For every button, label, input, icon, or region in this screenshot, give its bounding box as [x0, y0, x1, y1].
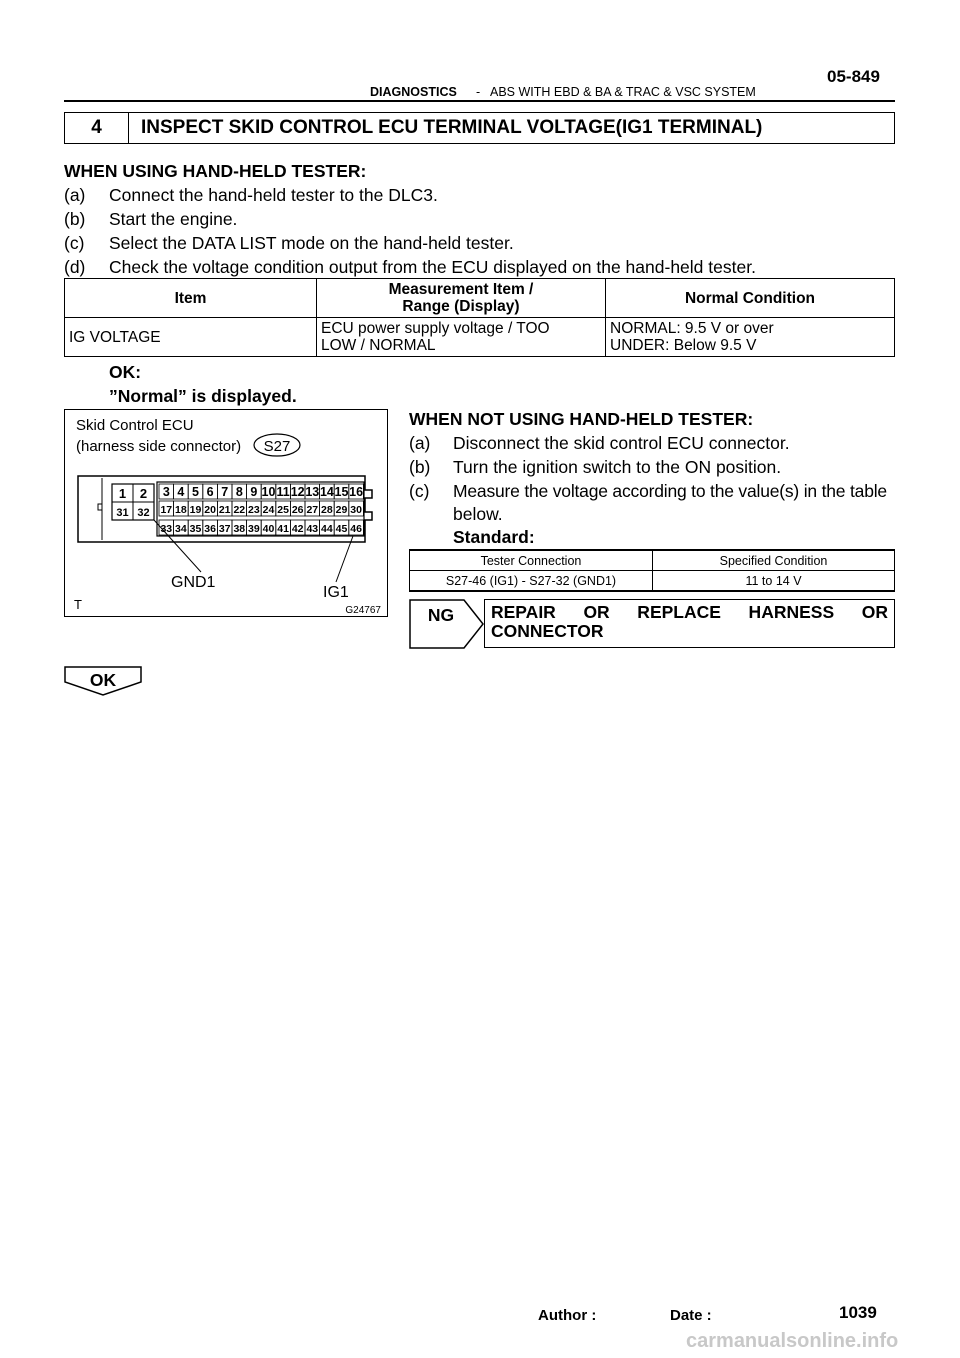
watermark: carmanualsonline.info: [686, 1330, 899, 1352]
col-normal-condition: Normal Condition: [606, 279, 895, 318]
pin-33: 33: [160, 523, 173, 535]
ig1-leader: [336, 536, 353, 582]
pin-41: 41: [277, 523, 289, 535]
cell-measurement-l1: ECU power supply voltage / TOO: [321, 320, 550, 337]
cell-measurement: [317, 318, 606, 357]
pin-34: 34: [175, 523, 187, 535]
pin-2: 2: [139, 486, 148, 501]
tester-heading: WHEN USING HAND-HELD TESTER:: [64, 161, 367, 181]
col-item: Item: [65, 279, 317, 318]
cell-measurement-l2: LOW / NORMAL: [321, 337, 436, 354]
pin-22: 22: [233, 504, 246, 516]
data-list-table: [64, 278, 895, 357]
ng-action-box: [484, 599, 895, 648]
pin-46: 46: [350, 523, 362, 535]
connector-diagram: [65, 410, 389, 618]
gnd1-label: GND1: [171, 574, 216, 591]
nt-step-a-text: Disconnect the skid control ECU connector.: [453, 433, 790, 453]
footer-page-number: 1039: [839, 1303, 877, 1322]
spec-cell-condition: 11 to 14 V: [653, 571, 895, 592]
cell-item: IG VOLTAGE: [65, 318, 317, 357]
connector-id: S27: [263, 438, 291, 455]
pin-26: 26: [291, 504, 304, 516]
pin-14: 14: [319, 485, 334, 499]
nt-step-b-label: (b): [409, 457, 431, 477]
cell-condition-l1: NORMAL: 9.5 V or over: [610, 320, 774, 337]
ok-text: ”Normal” is displayed.: [109, 386, 297, 406]
cell-condition: [606, 318, 895, 357]
spec-col-condition: Specified Condition: [653, 550, 895, 571]
pin-10: 10: [261, 485, 276, 499]
spec-cell-connection: S27-46 (IG1) - S27-32 (GND1): [410, 571, 653, 592]
no-tester-heading: WHEN NOT USING HAND-HELD TESTER:: [409, 409, 754, 429]
pin-11: 11: [276, 485, 290, 499]
figure-title-2: (harness side connector): [76, 438, 242, 455]
pin-23: 23: [248, 504, 260, 516]
pin-36: 36: [204, 523, 216, 535]
col-measurement: [317, 279, 606, 318]
pin-25: 25: [277, 504, 289, 516]
step-a-text: Connect the hand-held tester to the DLC3.: [109, 185, 438, 205]
figure-code: G24767: [345, 605, 381, 616]
ok-arrow: [64, 666, 142, 696]
figure-title-1: Skid Control ECU: [76, 417, 194, 434]
spec-col-connection: Tester Connection: [410, 550, 653, 571]
page-code: 05-849: [827, 67, 880, 86]
step-d-text: Check the voltage condition output from the ECU displayed on the hand-held tester.: [109, 257, 756, 277]
col-measurement-l1: Measurement Item /: [388, 281, 534, 298]
pin-9: 9: [250, 485, 258, 499]
pin-42: 42: [291, 523, 304, 535]
pin-3: 3: [162, 485, 170, 499]
pin-45: 45: [335, 523, 348, 535]
pin-38: 38: [233, 523, 246, 535]
pin-7: 7: [221, 485, 229, 499]
step-a-label: (a): [64, 185, 86, 205]
nt-step-a-label: (a): [409, 433, 431, 453]
pin-20: 20: [204, 504, 216, 516]
pin-4: 4: [177, 485, 185, 499]
corner-mark: T: [74, 597, 82, 612]
footer-author-label: Author :: [538, 1307, 597, 1324]
pin-37: 37: [218, 523, 231, 535]
pin-16: 16: [349, 485, 364, 499]
pin-24: 24: [262, 504, 275, 516]
col-measurement-l2: Range (Display): [402, 298, 520, 315]
ok-tag: OK: [89, 670, 117, 690]
pin-44: 44: [321, 523, 333, 535]
step-d-label: (d): [64, 257, 86, 277]
pin-40: 40: [262, 523, 275, 535]
step-number: 4: [65, 113, 129, 143]
ng-action-line1: REPAIR OR REPLACE HARNESS OR: [491, 602, 888, 622]
pin-35: 35: [189, 523, 202, 535]
pin-18: 18: [175, 504, 187, 516]
pin-27: 27: [306, 504, 319, 516]
header-system: ABS WITH EBD & BA & TRAC & VSC SYSTEM: [490, 85, 756, 99]
pin-29: 29: [335, 504, 348, 516]
header-separator: -: [476, 85, 481, 99]
step-c-label: (c): [64, 233, 85, 253]
pin-39: 39: [248, 523, 260, 535]
pin-43: 43: [306, 523, 319, 535]
footer-date-label: Date :: [670, 1307, 712, 1324]
header-rule: [64, 100, 895, 102]
pin-5: 5: [192, 485, 199, 499]
step-c-text: Select the DATA LIST mode on the hand-held tester.: [109, 233, 514, 253]
pin-6: 6: [206, 485, 214, 499]
ok-label: OK:: [109, 362, 142, 382]
pin-30: 30: [350, 504, 362, 516]
spec-table: [409, 549, 895, 592]
pin-1: 1: [118, 486, 127, 501]
step-b-text: Start the engine.: [109, 209, 238, 229]
standard-label: Standard:: [453, 527, 535, 547]
ig1-label: IG1: [323, 584, 349, 601]
pin-32: 32: [137, 507, 150, 519]
step-b-label: (b): [64, 209, 86, 229]
nt-step-c-text: Measure the voltage according to the value(s) in the table: [453, 481, 887, 501]
ng-arrow: [409, 599, 485, 649]
pin-19: 19: [189, 504, 202, 516]
ng-tag: NG: [427, 605, 455, 625]
pin-13: 13: [305, 485, 320, 499]
pin-12: 12: [290, 485, 305, 499]
pin-8: 8: [235, 485, 243, 499]
pin-28: 28: [321, 504, 333, 516]
step-title: INSPECT SKID CONTROL ECU TERMINAL VOLTAGE(IG1 TERMINAL): [141, 117, 763, 138]
pin-31: 31: [116, 507, 129, 519]
step-header: [64, 112, 895, 144]
pin-15: 15: [334, 485, 349, 499]
nt-step-c-text2: below.: [453, 504, 503, 524]
ng-action-line2: CONNECTOR: [491, 621, 604, 641]
table-row: [410, 571, 895, 592]
nt-step-c-label: (c): [409, 481, 430, 501]
nt-step-b-text: Turn the ignition switch to the ON position.: [453, 457, 782, 477]
cell-condition-l2: UNDER: Below 9.5 V: [610, 337, 757, 354]
pin-21: 21: [218, 504, 231, 516]
connector-figure: [64, 409, 388, 617]
header-section: DIAGNOSTICS: [370, 85, 457, 99]
pin-17: 17: [160, 504, 173, 516]
table-row: [65, 318, 895, 357]
